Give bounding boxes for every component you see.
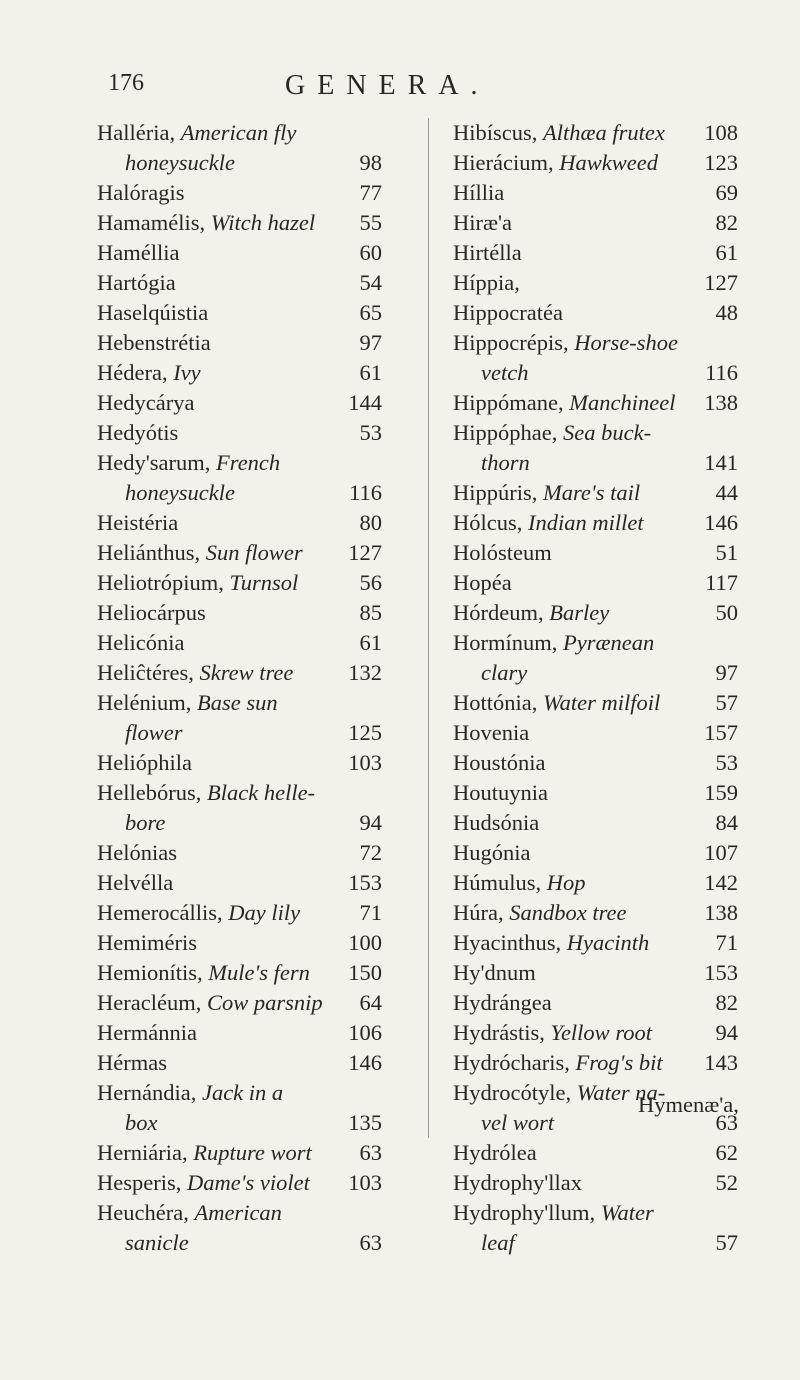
index-entry: [453, 898, 738, 928]
index-entry: [97, 1108, 382, 1138]
genus-name: Hippóphae,: [453, 420, 563, 445]
genus-name: Hibíscus,: [453, 120, 543, 145]
genus-name: Halléria,: [97, 120, 181, 145]
index-entry: [97, 538, 382, 568]
index-entry: [453, 238, 738, 268]
common-name: leaf: [481, 1230, 515, 1255]
genus-name: Hórdeum,: [453, 600, 550, 625]
index-entry: [453, 778, 738, 808]
index-entry: [453, 1228, 738, 1258]
genus-name: Húra,: [453, 900, 510, 925]
page-ref: 65: [359, 300, 382, 325]
page-ref: 55: [359, 210, 382, 235]
common-name: Water na-: [576, 1080, 666, 1105]
page-ref: 143: [704, 1050, 738, 1075]
index-entry: [97, 328, 382, 358]
genus-name: Haselqúistia: [97, 300, 209, 325]
page-ref: 52: [715, 1170, 738, 1195]
page-ref: 117: [705, 570, 738, 595]
genus-name: Herniária,: [97, 1140, 194, 1165]
genus-name: Hólcus,: [453, 510, 528, 535]
genus-name: Hugónia: [453, 840, 531, 865]
page-ref: 141: [704, 450, 738, 475]
genus-name: Heliĉtéres,: [97, 660, 200, 685]
index-entry: [97, 898, 382, 928]
index-entry: [97, 388, 382, 418]
index-entry: [97, 1078, 382, 1108]
page-header: [0, 70, 800, 110]
page-ref: 138: [704, 390, 738, 415]
common-name: Rupture wort: [193, 1140, 312, 1165]
genus-name: Hydrólea: [453, 1140, 537, 1165]
index-entry: [453, 808, 738, 838]
page-ref: 51: [715, 540, 738, 565]
index-entry: [453, 568, 738, 598]
index-entry: [453, 208, 738, 238]
genus-name: Hartógia: [97, 270, 176, 295]
page-ref: 50: [715, 600, 738, 625]
index-entry: [97, 1198, 382, 1228]
index-entry: [97, 238, 382, 268]
genus-name: Hopéa: [453, 570, 512, 595]
index-entry: [97, 268, 382, 298]
common-name: Mare's tail: [543, 480, 641, 505]
genus-name: Hedyótis: [97, 420, 179, 445]
index-entry: [97, 1228, 382, 1258]
page-ref: 61: [359, 360, 382, 385]
page-ref: 138: [704, 900, 738, 925]
index-entry: [453, 1048, 738, 1078]
genus-name: Hernándia,: [97, 1080, 202, 1105]
common-name: Black helle-: [206, 780, 316, 805]
common-name: Barley: [549, 600, 610, 625]
genus-name: Heliánthus,: [97, 540, 206, 565]
common-name: Sandbox tree: [509, 900, 627, 925]
index-entry: [97, 928, 382, 958]
common-name: box: [125, 1110, 158, 1135]
genus-name: Hy'dnum: [453, 960, 536, 985]
genus-name: Helvélla: [97, 870, 174, 895]
index-entry: [453, 868, 738, 898]
genus-name: Hellebórus,: [97, 780, 207, 805]
page-ref: 107: [704, 840, 738, 865]
page-ref: 57: [715, 1230, 738, 1255]
page-ref: 61: [715, 240, 738, 265]
common-name: Manchineel: [569, 390, 676, 415]
page-number: 176: [108, 70, 144, 96]
page-ref: 123: [704, 150, 738, 175]
genus-name: Húmulus,: [453, 870, 547, 895]
genus-name: Hérmas: [97, 1050, 167, 1075]
index-entry: [453, 1138, 738, 1168]
index-entry: [453, 148, 738, 178]
page-ref: 44: [715, 480, 738, 505]
index-entry: [453, 358, 738, 388]
column-divider: [428, 118, 429, 1138]
index-entry: [97, 778, 382, 808]
index-entry: [453, 418, 738, 448]
genus-name: Heuchéra,: [97, 1200, 195, 1225]
index-entry: [453, 838, 738, 868]
genus-name: Hydrócharis,: [453, 1050, 576, 1075]
common-name: vetch: [481, 360, 529, 385]
common-name: Yellow root: [550, 1020, 652, 1045]
genus-name: Hemionítis,: [97, 960, 209, 985]
genus-name: Halóragis: [97, 180, 185, 205]
page-ref: 108: [704, 120, 738, 145]
common-name: Skrew tree: [199, 660, 294, 685]
index-entry: [97, 958, 382, 988]
page-ref: 48: [715, 300, 738, 325]
index-entry: [453, 1198, 738, 1228]
common-name: bore: [125, 810, 166, 835]
common-name: Frog's bit: [575, 1050, 663, 1075]
page-ref: 94: [359, 810, 382, 835]
genus-name: Hovenia: [453, 720, 530, 745]
index-entry: [453, 328, 738, 358]
genus-name: Heracléum,: [97, 990, 207, 1015]
common-name: Turnsol: [229, 570, 299, 595]
genus-name: Hydrophy'llum,: [453, 1200, 601, 1225]
index-entry: [97, 658, 382, 688]
genus-name: Hamamélis,: [97, 210, 211, 235]
genus-name: Hermánnia: [97, 1020, 197, 1045]
common-name: thorn: [481, 450, 530, 475]
genus-name: Híllia: [453, 180, 505, 205]
genus-name: Hydrángea: [453, 990, 552, 1015]
common-name: Mule's fern: [208, 960, 310, 985]
page-ref: 53: [359, 420, 382, 445]
common-name: Dame's violet: [186, 1170, 310, 1195]
common-name: vel wort: [481, 1110, 555, 1135]
genus-name: Heliocárpus: [97, 600, 206, 625]
index-entry: [453, 628, 738, 658]
common-name: Ivy: [173, 360, 201, 385]
index-entry: [453, 598, 738, 628]
genus-name: Helénium,: [97, 690, 197, 715]
index-entry: [97, 808, 382, 838]
page-ref: 54: [359, 270, 382, 295]
page-ref: 82: [715, 990, 738, 1015]
page-ref: 77: [359, 180, 382, 205]
genus-name: Híppia,: [453, 270, 520, 295]
genus-name: Hemiméris: [97, 930, 197, 955]
page-ref: 85: [359, 600, 382, 625]
index-entry: [453, 178, 738, 208]
page-ref: 157: [704, 720, 738, 745]
page-ref: 125: [348, 720, 382, 745]
index-entry: [453, 478, 738, 508]
index-entry: [453, 268, 738, 298]
page-ref: 153: [704, 960, 738, 985]
page-ref: 146: [348, 1050, 382, 1075]
page-ref: 82: [715, 210, 738, 235]
genus-name: Hemerocállis,: [97, 900, 229, 925]
genus-name: Hirtélla: [453, 240, 522, 265]
index-entry: [453, 388, 738, 418]
common-name: Witch hazel: [210, 210, 316, 235]
common-name: Horse-shoe: [574, 330, 678, 355]
page-ref: 153: [348, 870, 382, 895]
index-entry: [97, 448, 382, 478]
page-ref: 57: [715, 690, 738, 715]
index-entry: [97, 208, 382, 238]
common-name: Sea buck-: [562, 420, 652, 445]
genus-name: Hydrástis,: [453, 1020, 551, 1045]
index-entry: [97, 1018, 382, 1048]
index-entry: [97, 868, 382, 898]
index-entry: [453, 658, 738, 688]
page-ref: 84: [715, 810, 738, 835]
common-name: Pyrænean: [563, 630, 655, 655]
index-entry: [97, 478, 382, 508]
common-name: Sun flower: [205, 540, 303, 565]
page-ref: 97: [715, 660, 738, 685]
index-entry: [453, 688, 738, 718]
page-ref: 62: [715, 1140, 738, 1165]
index-entry: [453, 988, 738, 1018]
common-name: French: [216, 450, 281, 475]
genus-name: Helicónia: [97, 630, 185, 655]
genus-name: Hiræ'a: [453, 210, 513, 235]
index-entry: [453, 1168, 738, 1198]
index-entry: [97, 1138, 382, 1168]
index-entry: [97, 718, 382, 748]
page-ref: 61: [359, 630, 382, 655]
genus-name: Houstónia: [453, 750, 546, 775]
index-entry: [453, 1018, 738, 1048]
common-name: sanicle: [125, 1230, 189, 1255]
page-ref: 103: [348, 750, 382, 775]
genus-name: Hyacinthus,: [453, 930, 567, 955]
common-name: American fly: [180, 120, 297, 145]
page-ref: 135: [348, 1110, 382, 1135]
common-name: Hyacinth: [566, 930, 650, 955]
catchword: Hymenæ'a,: [638, 1092, 739, 1117]
common-name: honeysuckle: [125, 480, 235, 505]
genus-name: Helónias: [97, 840, 177, 865]
genus-name: Houtuynia: [453, 780, 548, 805]
index-entry: [97, 298, 382, 328]
common-name: flower: [125, 720, 183, 745]
common-name: Hawkweed: [559, 150, 658, 175]
page-ref: 63: [359, 1230, 382, 1255]
page-ref: 63: [715, 1110, 738, 1135]
index-entry: [97, 148, 382, 178]
index-entry: [97, 418, 382, 448]
index-entry: [97, 628, 382, 658]
page-ref: 116: [349, 480, 382, 505]
index-entry: [97, 688, 382, 718]
page-ref: 100: [348, 930, 382, 955]
common-name: Althæa frutex: [543, 120, 665, 145]
common-name: Base sun: [196, 690, 278, 715]
genus-name: Hudsónia: [453, 810, 540, 835]
index-entry: [453, 508, 738, 538]
genus-name: Hottónia,: [453, 690, 543, 715]
index-entry: [453, 538, 738, 568]
page-ref: 144: [348, 390, 382, 415]
index-entry: [97, 568, 382, 598]
page-ref: 97: [359, 330, 382, 355]
page-ref: 64: [359, 990, 382, 1015]
genus-name: Hedy'sarum,: [97, 450, 217, 475]
index-entry: [97, 508, 382, 538]
genus-name: Hesperis,: [97, 1170, 187, 1195]
page-ref: 142: [704, 870, 738, 895]
common-name: Water: [600, 1200, 654, 1225]
common-name: American: [194, 1200, 282, 1225]
page-ref: 69: [715, 180, 738, 205]
genus-name: Haméllia: [97, 240, 180, 265]
index-entry: [97, 598, 382, 628]
index-entry: [97, 358, 382, 388]
page-ref: 132: [348, 660, 382, 685]
page-ref: 56: [359, 570, 382, 595]
genus-name: Hebenstrétia: [97, 330, 211, 355]
page-ref: 71: [715, 930, 738, 955]
common-name: Hop: [546, 870, 586, 895]
index-entry: [97, 838, 382, 868]
index-entry: [453, 118, 738, 148]
genus-name: Hedycárya: [97, 390, 195, 415]
page-ref: 53: [715, 750, 738, 775]
common-name: Cow parsnip: [206, 990, 323, 1015]
page-ref: 146: [704, 510, 738, 535]
running-title: GENERA.: [285, 70, 490, 101]
index-entry: [453, 958, 738, 988]
page-ref: 98: [359, 150, 382, 175]
common-name: Water milfoil: [543, 690, 661, 715]
index-entry: [453, 928, 738, 958]
page-ref: 106: [348, 1020, 382, 1045]
common-name: Indian millet: [528, 510, 644, 535]
genus-name: Hydrocótyle,: [453, 1080, 577, 1105]
genus-name: Holósteum: [453, 540, 552, 565]
page-ref: 71: [359, 900, 382, 925]
page-ref: 94: [715, 1020, 738, 1045]
index-entry: [453, 298, 738, 328]
genus-name: Hippómane,: [453, 390, 570, 415]
genus-name: Heliotrópium,: [97, 570, 230, 595]
genus-name: Hierácium,: [453, 150, 560, 175]
genus-name: Hippocratéa: [453, 300, 563, 325]
page-ref: 127: [704, 270, 738, 295]
page-ref: 150: [348, 960, 382, 985]
common-name: Jack in a: [201, 1080, 284, 1105]
page-ref: 103: [348, 1170, 382, 1195]
index-entry: [97, 1168, 382, 1198]
common-name: clary: [481, 660, 528, 685]
genus-name: Helióphila: [97, 750, 192, 775]
genus-name: Heistéria: [97, 510, 179, 535]
right-column: [453, 118, 738, 1258]
index-entry: [97, 988, 382, 1018]
index-entry: [97, 178, 382, 208]
page-ref: 127: [348, 540, 382, 565]
common-name: Day lily: [228, 900, 301, 925]
genus-name: Hippocrépis,: [453, 330, 575, 355]
index-entry: [97, 748, 382, 778]
page-ref: 60: [359, 240, 382, 265]
genus-name: Hippúris,: [453, 480, 543, 505]
common-name: honeysuckle: [125, 150, 235, 175]
index-entry: [97, 118, 382, 148]
genus-name: Hormínum,: [453, 630, 563, 655]
page-ref: 116: [705, 360, 738, 385]
genus-name: Hydrophy'llax: [453, 1170, 583, 1195]
genus-name: Hédera,: [97, 360, 174, 385]
index-entry: [453, 748, 738, 778]
index-entry: [97, 1048, 382, 1078]
page-ref: 63: [359, 1140, 382, 1165]
index-entry: [453, 448, 738, 478]
page-ref: 80: [359, 510, 382, 535]
index-entry: [453, 718, 738, 748]
left-column: [97, 118, 382, 1258]
page-ref: 72: [359, 840, 382, 865]
page-ref: 159: [704, 780, 738, 805]
